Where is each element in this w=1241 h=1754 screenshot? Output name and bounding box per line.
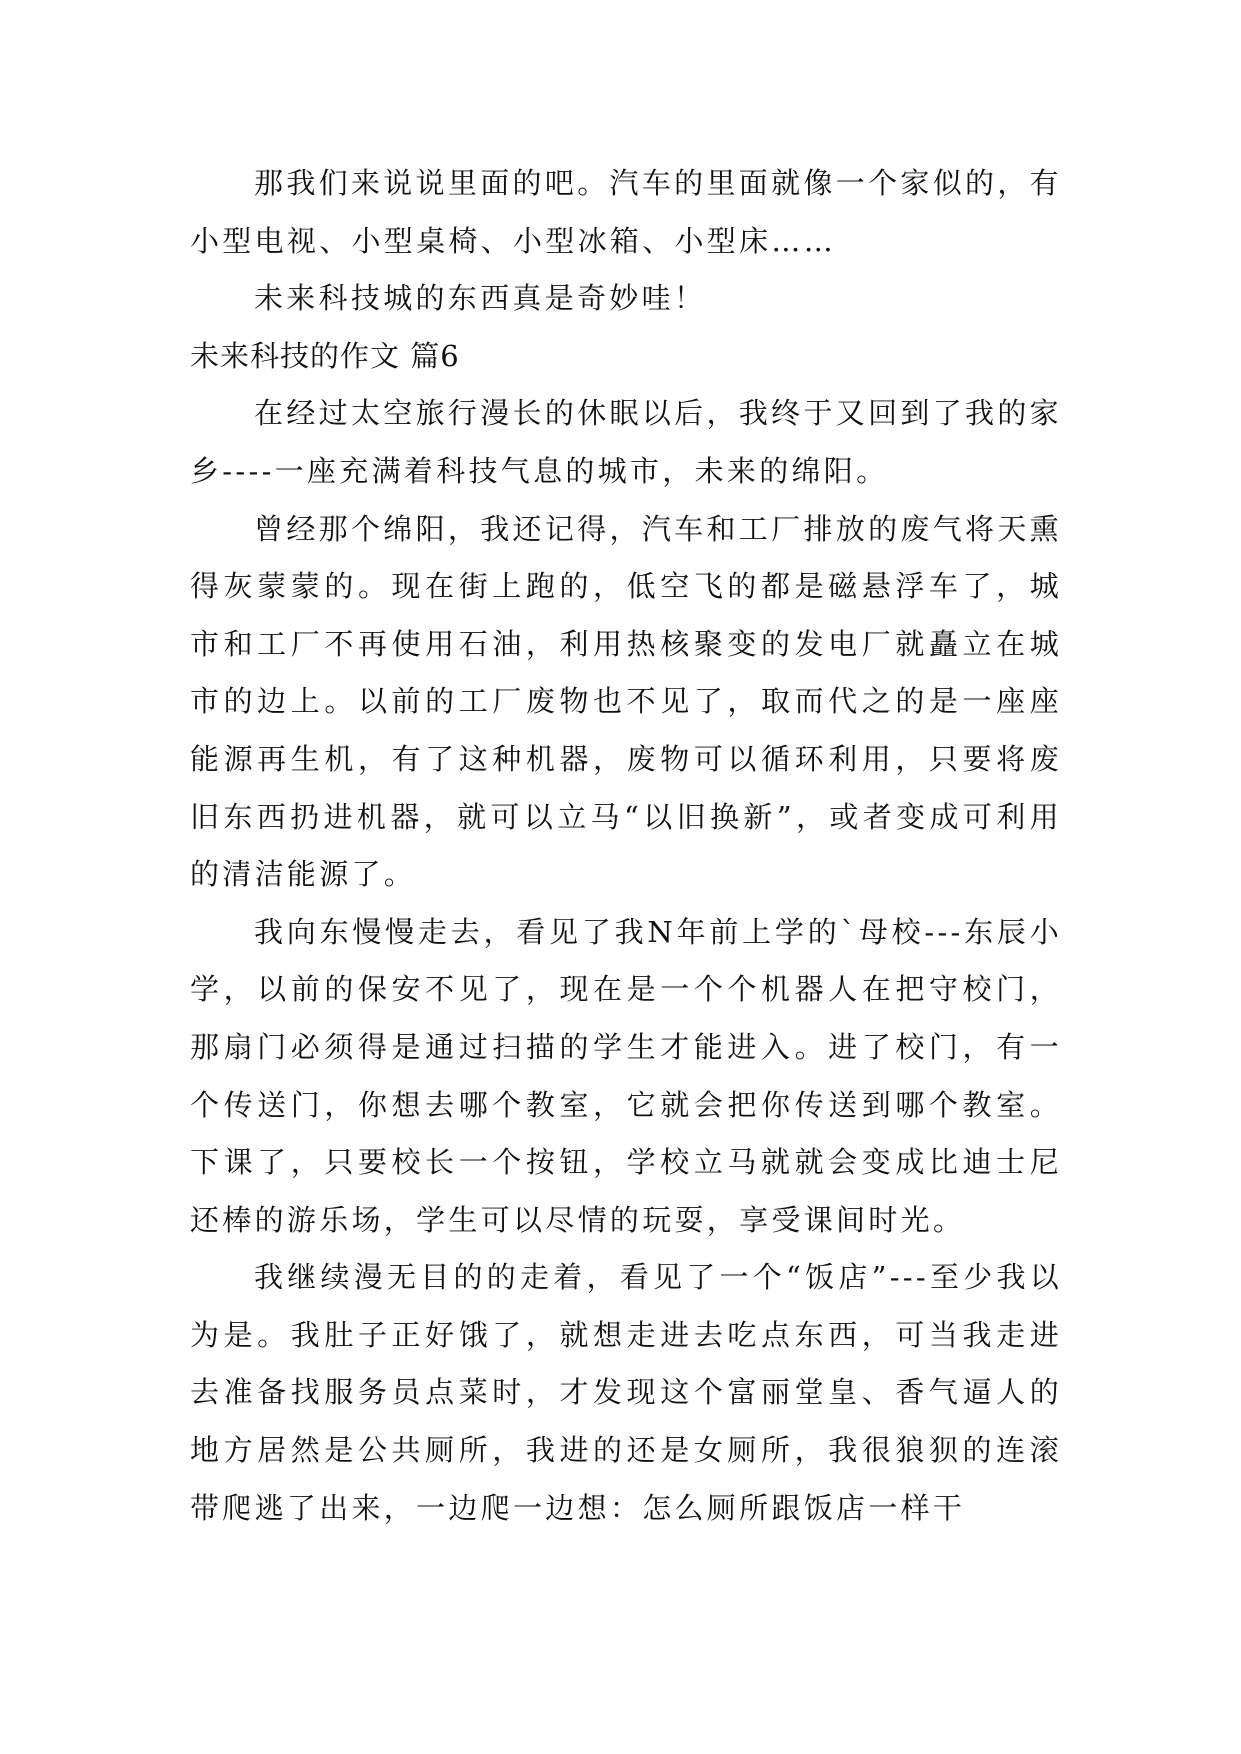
paragraph: 未来科技城的东西真是奇妙哇！ (254, 281, 707, 316)
paragraph: 曾经那个绵阳，我还记得，汽车和工厂排放的废气将天熏得灰蒙蒙的。现在街上跑的，低空飞的都是磁悬浮车了，城市和工厂不再使用石油，利用热核聚变的发电厂就矗立在城市的边上。以前的工厂废物也不见了，取而代之的是一座座能源再生机，有了这种机器，废物可以循环利用，只要将废旧东西扔进机器，就可以立马“以旧换新”，或者变成可利用的清洁能源了。 (190, 511, 1062, 892)
paragraph: 在经过太空旅行漫长的休眠以后，我终于又回到了我的家乡----一座充满着科技气息的城市，未来的绵阳。 (190, 396, 1062, 488)
document-body (190, 155, 1062, 1537)
section-heading: 未来科技的作文 篇6 (190, 338, 460, 373)
paragraph: 我向东慢慢走去，看见了我N年前上学的`母校---东辰小学，以前的保安不见了，现在是一个个机器人在把守校门，那扇门必须得是通过扫描的学生才能进入。进了校门，有一个传送门，你想去哪个教室，它就会把你传送到哪个教室。下课了，只要校长一个按钮，学校立马就就会变成比迪士尼还棒的游乐场，学生可以尽情的玩耍，享受课间时光。 (190, 914, 1062, 1237)
paragraph: 那我们来说说里面的吧。汽车的里面就像一个家似的，有小型电视、小型桌椅、小型冰箱、小型床…… (190, 166, 1062, 258)
paragraph: 我继续漫无目的的走着，看见了一个“饭店”---至少我以为是。我肚子正好饿了，就想走进去吃点东西，可当我走进去准备找服务员点菜时，才发现这个富丽堂皇、香气逼人的地方居然是公共厕所，我进的还是女厕所，我很狼狈的连滚带爬逃了出来，一边爬一边想：怎么厕所跟饭店一样干 (190, 1260, 1062, 1525)
